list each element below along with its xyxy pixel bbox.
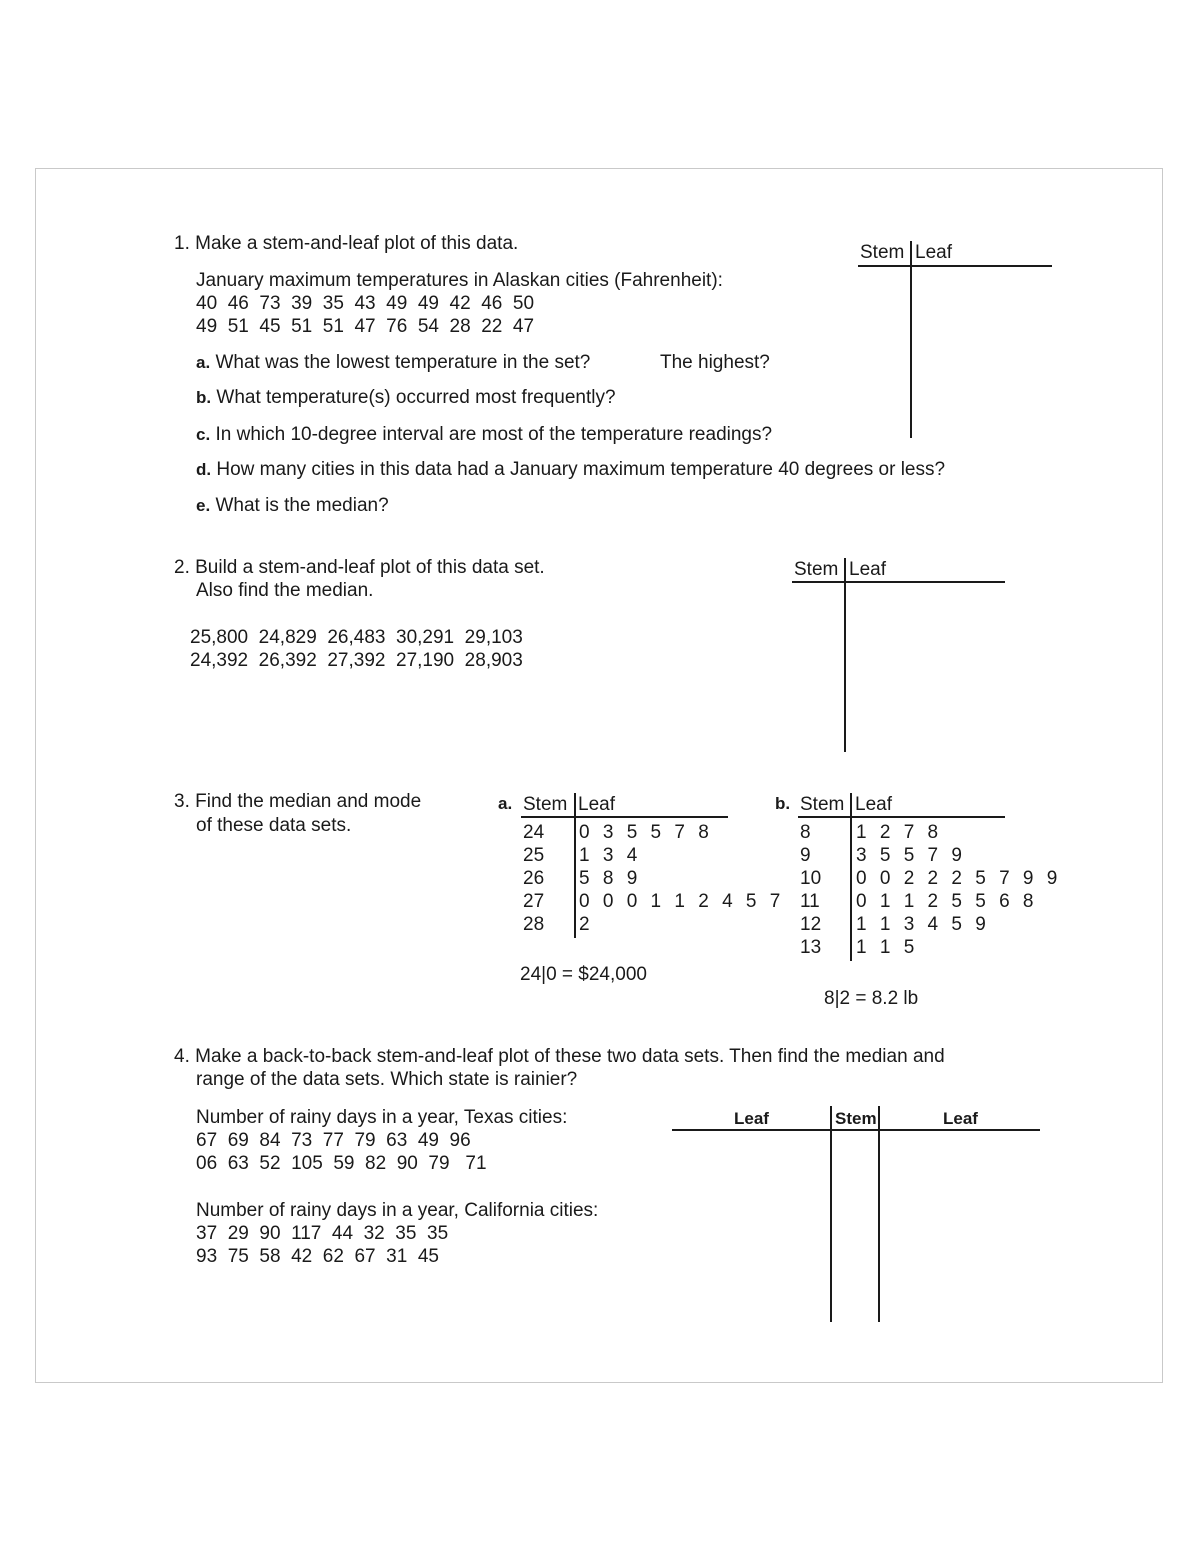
q3b-stem: 9	[800, 845, 811, 866]
q4-stem-header: Stem	[835, 1109, 877, 1128]
q2-plot-horizontal-rule	[792, 581, 1005, 583]
q3b-key: 8|2 = 8.2 lb	[824, 988, 919, 1009]
q2-data-row-1: 25,800 24,829 26,483 30,291 29,103	[190, 627, 523, 648]
q1-data-row-1: 40 46 73 39 35 43 49 49 42 46 50	[196, 293, 535, 314]
q3b-stem: 10	[800, 868, 822, 889]
q1-d-text: How many cities in this data had a January maximum temperature 40 degrees or less?	[216, 459, 946, 480]
q3a-leaves: 0 3 5 5 7 8	[579, 822, 713, 843]
q3a-stem: 24	[523, 822, 545, 843]
q4-texas-row-1: 67 69 84 73 77 79 63 49 96	[196, 1130, 471, 1151]
q3b-leaves: 0 0 2 2 2 5 7 9 9	[856, 868, 1062, 889]
q3b-leaves: 0 1 1 2 5 5 6 8	[856, 891, 1038, 912]
q2-subtitle: Also find the median.	[196, 580, 374, 601]
q3a-leaves: 2	[579, 914, 594, 935]
q4-texas-caption: Number of rainy days in a year, Texas cities:	[196, 1107, 568, 1128]
q3b-stem-header: Stem	[800, 794, 845, 815]
q1-question-a-highest: The highest?	[660, 352, 770, 373]
q1-question-e	[196, 494, 389, 517]
q4-title: 4. Make a back-to-back stem-and-leaf plot of these two data sets. Then find the median and	[174, 1046, 945, 1067]
q3b-vertical-rule	[850, 793, 852, 961]
q3a-leaves: 5 8 9	[579, 868, 642, 889]
q2-leaf-header: Leaf	[849, 559, 886, 580]
q3a-stem: 27	[523, 891, 545, 912]
q3b-leaves: 3 5 5 7 9	[856, 845, 966, 866]
q1-leaf-header: Leaf	[915, 242, 952, 263]
q1-a-letter: a.	[196, 353, 211, 372]
q2-data-row-2: 24,392 26,392 27,392 27,190 28,903	[190, 650, 523, 671]
q1-question-d	[196, 458, 945, 481]
q2-stem-header: Stem	[794, 559, 839, 580]
q4-california-row-1: 37 29 90 117 44 32 35 35	[196, 1223, 449, 1244]
q3-subtitle: of these data sets.	[196, 815, 352, 836]
q3b-stem: 8	[800, 822, 811, 843]
q1-question-c	[196, 423, 772, 446]
q1-data-row-2: 49 51 45 51 51 47 76 54 28 22 47	[196, 316, 535, 337]
q4-plot-right-vertical-rule	[878, 1106, 880, 1322]
q1-b-text: What temperature(s) occurred most frequently?	[216, 387, 616, 408]
q1-question-a	[196, 351, 590, 374]
q4-right-leaf-header: Leaf	[943, 1109, 978, 1128]
q3b-stem: 11	[800, 891, 820, 912]
q3-title: 3. Find the median and mode	[174, 791, 422, 812]
q3b-leaves: 1 2 7 8	[856, 822, 943, 843]
q4-california-caption: Number of rainy days in a year, California cities:	[196, 1200, 599, 1221]
q3a-stem-header: Stem	[523, 794, 568, 815]
q3b-leaf-header: Leaf	[855, 794, 892, 815]
q3a-stem: 28	[523, 914, 545, 935]
q3a-vertical-rule	[574, 793, 576, 938]
q1-e-letter: e.	[196, 496, 211, 515]
q3a-leaves: 1 3 4	[579, 845, 642, 866]
q1-question-b	[196, 386, 616, 409]
q3b-horizontal-rule	[798, 816, 1005, 818]
q1-caption: January maximum temperatures in Alaskan cities (Fahrenheit):	[196, 270, 723, 291]
q4-title-line-2: range of the data sets. Which state is rainier?	[196, 1069, 578, 1090]
q4-left-leaf-header: Leaf	[734, 1109, 769, 1128]
q1-stem-header: Stem	[860, 242, 905, 263]
q1-plot-vertical-rule	[910, 241, 912, 438]
q1-c-letter: c.	[196, 425, 211, 444]
q3b-letter: b.	[775, 794, 791, 813]
q4-texas-row-2: 06 63 52 105 59 82 90 79 71	[196, 1153, 487, 1174]
q3a-leaf-header: Leaf	[578, 794, 615, 815]
q3b-leaves: 1 1 3 4 5 9	[856, 914, 990, 935]
q3a-stem: 25	[523, 845, 545, 866]
q2-plot-vertical-rule	[844, 558, 846, 752]
q3a-horizontal-rule	[521, 816, 728, 818]
q3a-letter: a.	[498, 794, 513, 813]
q2-title: 2. Build a stem-and-leaf plot of this data set.	[174, 557, 545, 578]
q3b-stem: 13	[800, 937, 822, 958]
q1-title: 1. Make a stem-and-leaf plot of this data.	[174, 233, 519, 254]
q4-california-row-2: 93 75 58 42 62 67 31 45	[196, 1246, 439, 1267]
q1-a-text: What was the lowest temperature in the set?	[215, 352, 591, 373]
q4-plot-left-vertical-rule	[830, 1106, 832, 1322]
q1-plot-horizontal-rule	[858, 265, 1052, 267]
q1-e-text: What is the median?	[215, 495, 389, 516]
q3a-key: 24|0 = $24,000	[520, 964, 647, 985]
q3b-stem: 12	[800, 914, 822, 935]
q1-b-letter: b.	[196, 388, 212, 407]
q3b-leaves: 1 1 5	[856, 937, 919, 958]
q1-c-text: In which 10-degree interval are most of the temperature readings?	[215, 424, 773, 445]
q3a-stem: 26	[523, 868, 545, 889]
q1-d-letter: d.	[196, 460, 212, 479]
q4-plot-horizontal-rule	[672, 1129, 1040, 1131]
q3a-leaves: 0 0 0 1 1 2 4 5 7	[579, 891, 785, 912]
